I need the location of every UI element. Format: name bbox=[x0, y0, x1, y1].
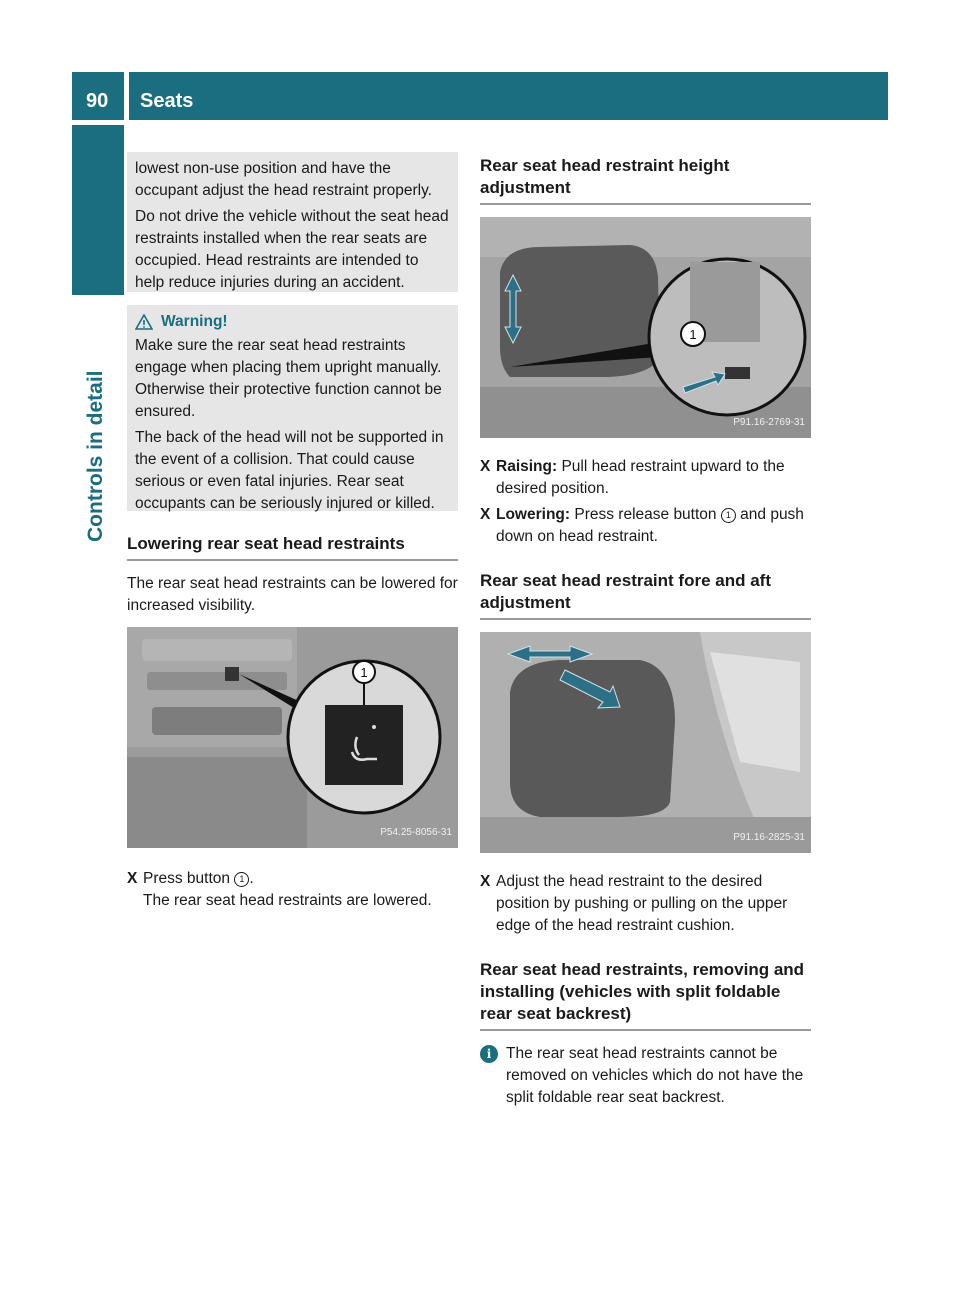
height-adjust-heading: Rear seat head restraint height adjustment bbox=[480, 155, 811, 205]
note-text-2: Do not drive the vehicle without the seat head restraints installed when the rear seats are occupied. Head restraints are intended to help reduce injuries during an accident. bbox=[135, 208, 449, 291]
lowering-text-a: Press release button bbox=[570, 506, 721, 523]
figure-caption: P54.25-8056-31 bbox=[380, 827, 452, 838]
info-icon: i bbox=[480, 1045, 498, 1063]
step-lowering-body bbox=[496, 504, 811, 548]
step-body bbox=[143, 868, 432, 912]
warning-text-2: The back of the head will not be supported in the event of a collision. That could cause serious or even fatal injuries. Rear seat occupants can be seriously injured or killed. bbox=[135, 429, 444, 512]
step-press-button bbox=[127, 868, 458, 912]
note-box bbox=[127, 152, 458, 292]
adjust-text: Adjust the head restraint to the desired position by pushing or pulling on the upper edge of the head restraint cushion. bbox=[496, 873, 788, 934]
right-column bbox=[480, 155, 811, 1109]
section-header bbox=[129, 72, 888, 120]
figure-caption-height: P91.16-2769-31 bbox=[733, 417, 805, 428]
warning-box bbox=[127, 305, 458, 511]
info-note bbox=[480, 1043, 811, 1109]
side-tab bbox=[72, 125, 124, 295]
warning-title: Warning! bbox=[161, 313, 228, 330]
step-arrow-icon: X bbox=[127, 870, 138, 887]
lowering-heading: Lowering rear seat head restraints bbox=[127, 533, 458, 561]
step-raising bbox=[480, 456, 811, 500]
callout-number: 1 bbox=[360, 665, 368, 680]
callout-1-icon: 1 bbox=[234, 872, 249, 887]
console-figure bbox=[127, 627, 458, 848]
note-text-1: lowest non-use position and have the occupant adjust the head restraint properly. bbox=[135, 160, 432, 199]
removing-heading: Rear seat head restraints, removing and installing (vehicles with split foldable rear seat backrest) bbox=[480, 959, 811, 1031]
step-arrow-icon: X bbox=[480, 458, 491, 475]
info-text: The rear seat head restraints cannot be removed on vehicles which do not have the split foldable rear seat backrest. bbox=[506, 1045, 804, 1106]
raising-label: Raising: bbox=[496, 458, 558, 475]
headrest-height-figure bbox=[480, 217, 811, 438]
lowering-text-b: and push down on head restraint. bbox=[496, 506, 804, 545]
callout-1-icon: 1 bbox=[721, 508, 736, 523]
step-raising-body bbox=[496, 456, 811, 500]
page-number: 90 bbox=[86, 90, 109, 112]
figure-caption-fore-aft: P91.16-2825-31 bbox=[733, 832, 805, 843]
side-label: Controls in detail bbox=[84, 370, 107, 542]
step-text-end: . bbox=[249, 870, 254, 887]
side-label-container bbox=[72, 300, 124, 550]
raising-text: Pull head restraint upward to the desired position. bbox=[496, 458, 785, 497]
step-lowering bbox=[480, 504, 811, 548]
headrest-fore-aft-figure bbox=[480, 632, 811, 853]
warning-triangle-icon bbox=[135, 314, 153, 330]
headrest-fore-aft-illustration bbox=[480, 632, 811, 853]
svg-text:1: 1 bbox=[689, 327, 697, 342]
section-title: Seats bbox=[140, 90, 194, 112]
headrest-height-illustration bbox=[480, 217, 811, 438]
lowering-intro: The rear seat head restraints can be lowered for increased visibility. bbox=[127, 575, 458, 614]
page-number-box bbox=[72, 72, 124, 120]
step-result: The rear seat head restraints are lowered. bbox=[143, 892, 432, 909]
console-illustration bbox=[127, 627, 458, 848]
fore-aft-heading: Rear seat head restraint fore and aft adjustment bbox=[480, 570, 811, 620]
lowering-label: Lowering: bbox=[496, 506, 571, 523]
step-arrow-icon: X bbox=[480, 506, 491, 523]
warning-header bbox=[135, 311, 450, 333]
left-column bbox=[127, 152, 458, 916]
step-arrow-icon: X bbox=[480, 873, 491, 890]
step-text: Press button bbox=[143, 870, 235, 887]
warning-text-1: Make sure the rear seat head restraints engage when placing them upright manually. Otherwise their protective function cannot be ensured. bbox=[135, 337, 442, 420]
step-adjust bbox=[480, 871, 811, 937]
